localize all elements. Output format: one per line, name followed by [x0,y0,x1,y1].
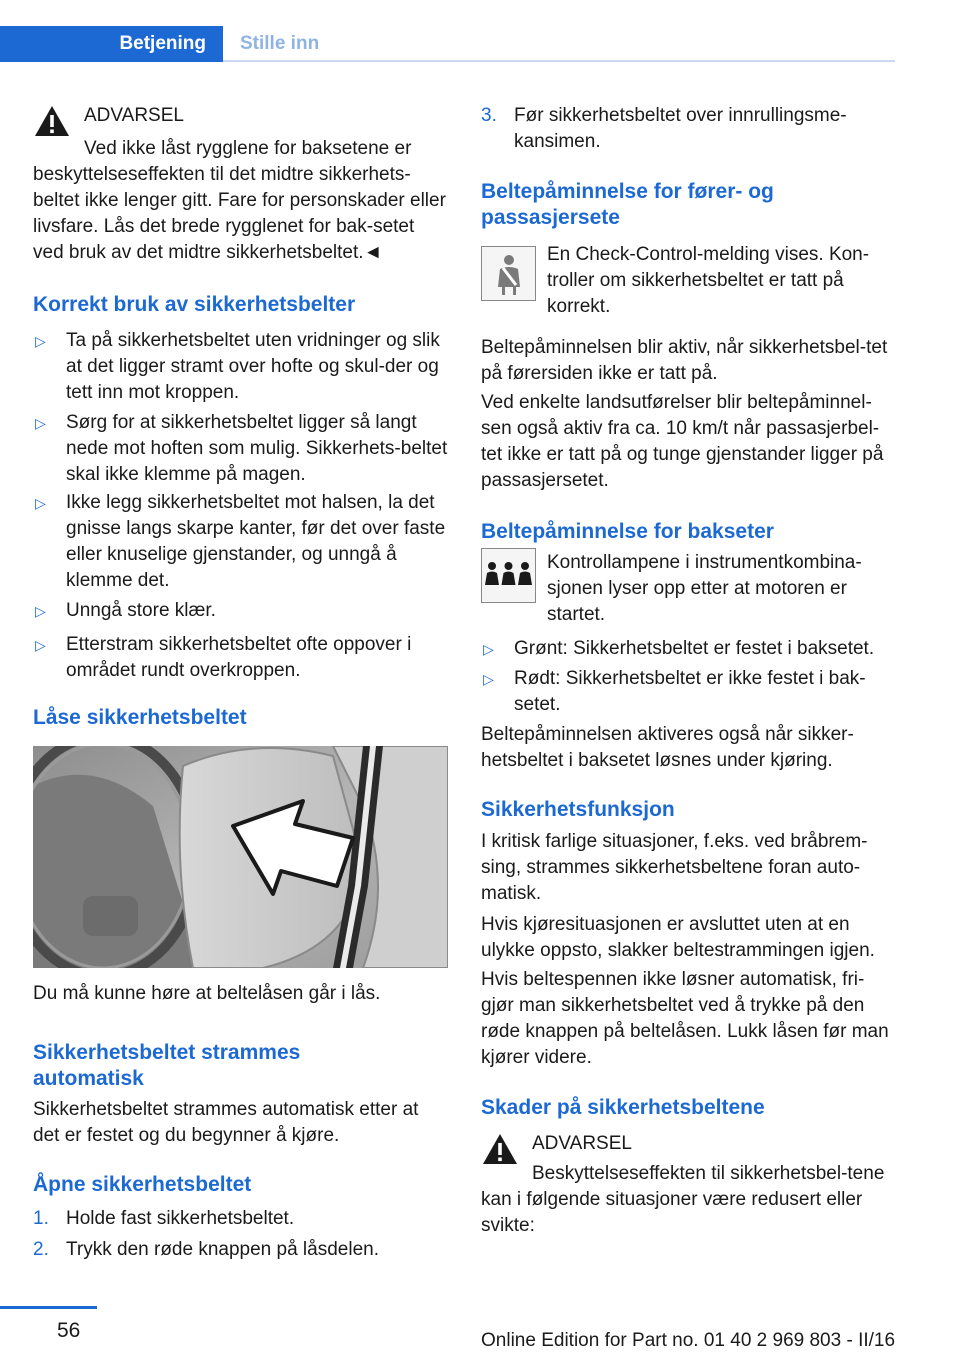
footer-divider [0,1306,97,1309]
list-item: ▷ Grønt: Sikkerhetsbeltet er festet i baksetet. [481,636,896,662]
list-item: ▷ Ta på sikkerhetsbeltet uten vridninger og slik at det ligger stramt over hofte og skul-der og tett inn mot kroppen. [35,330,440,403]
list-item: ▷ Unngå store klær. [33,598,448,624]
tab-betjening[interactable]: Betjening [0,26,223,62]
warning-title: ADVARSEL [532,1133,632,1154]
edition-footer: Online Edition for Part no. 01 40 2 969 803 - II/16 [481,1330,896,1351]
bullet-triangle-icon: ▷ [483,641,494,657]
step-item: 1. Holde fast sikkerhetsbeltet. [33,1208,295,1229]
seatbelt-reminder-icon [481,246,536,301]
lock-paragraph: Du må kunne høre at beltelåsen går i lås. [33,983,381,1004]
bullet-triangle-icon: ▷ [483,671,494,687]
auto-paragraph: Sikkerhetsbeltet strammes automatisk etter at det er festet og du begynner å kjøre. [33,1099,419,1146]
bullet-triangle-icon: ▷ [35,495,46,511]
step-item: 3. Før sikkerhetsbeltet over innrullingsme-kansimen. [481,105,847,152]
heading-open-belt: Åpne sikkerhetsbeltet [33,1173,252,1196]
seatbelt-buckle-illustration [33,746,448,968]
reminder-paragraph-1: Beltepåminnelsen blir aktiv, når sikkerhetsbel-tet på førersiden ikke er tatt på. [481,337,888,384]
tab-stille-inn[interactable]: Stille inn [240,33,320,54]
bullet-triangle-icon: ▷ [35,637,46,653]
reminder-rear-text: Kontrollampene i instrumentkombina-sjonen lyser opp etter at motoren er startet. [547,552,862,625]
heading-auto-tension: Sikkerhetsbeltet strammes automatisk [33,1041,301,1090]
heading-damage: Skader på sikkerhetsbeltene [481,1096,765,1119]
bullet-triangle-icon: ▷ [35,333,46,349]
heading-reminder-rear: Beltepåminnelse for bakseter [481,520,774,543]
bullet-triangle-icon: ▷ [35,415,46,431]
rear-paragraph: Beltepåminnelsen aktiveres også når sikker-hetsbeltet i baksetet løsnes under kjøring. [481,724,854,771]
rear-seatbelt-icon [481,548,536,603]
heading-correct-use: Korrekt bruk av sikkerhetsbelter [33,293,356,316]
heading-safety-function: Sikkerhetsfunksjon [481,798,675,821]
warning-text: Ved ikke låst rygglene for baksetene er beskyttelseseffekten til det midtre sikkerhets-beltet ikke lenger gitt. Fare for personskader eller livsfare. Lås det brede rygglenet for bak-setet ved bruk av det midtre sikkerhetsbeltet.◄ [33,138,446,263]
page-number: 56 [57,1319,81,1342]
reminder-paragraph-2: Ved enkelte landsutførelser blir beltepåminnel-sen også aktiv fra ca. 10 km/t når passasjerbel-tet ikke er tatt på og tunge gjenstander ligger på passasjersetet. [481,392,884,491]
page-header [0,0,960,62]
safety-paragraph-2: Hvis kjøresituasjonen er avsluttet uten at en ulykke oppsto, slakker beltestrammingen igjen. [481,914,875,961]
warning-title: ADVARSEL [84,105,184,126]
heading-lock-belt: Låse sikkerhetsbeltet [33,706,247,729]
reminder-front-text: En Check-Control-melding vises. Kon-troller om sikkerhetsbeltet er tatt på korrekt. [547,244,870,317]
step-item: 2. Trykk den røde knappen på låsdelen. [33,1239,379,1260]
list-item: ▷ Ikke legg sikkerhetsbeltet mot halsen, la det gnisse langs skarpe kanter, før det over faste eller knuselige gjenstander, og unngå å klemme det. [35,492,446,591]
safety-paragraph-3: Hvis beltespennen ikke løsner automatisk, fri-gjør man sikkerhetsbeltet ved å trykke på den røde knappen på beltelåsen. Lukk låsen før man kjører videre. [481,969,889,1068]
warning-text: Beskyttelseseffekten til sikkerhetsbel-tene kan i følgende situasjoner være redusert eller svikte: [481,1163,885,1236]
bullet-triangle-icon: ▷ [35,603,46,619]
list-item: ▷ Rødt: Sikkerhetsbeltet er ikke festet i bak-setet. [483,668,866,715]
heading-reminder-front: Beltepåminnelse for fører- og passasjersete [481,180,774,229]
header-divider [223,60,895,62]
list-item: ▷ Etterstram sikkerhetsbeltet ofte oppover i området rundt overkroppen. [35,634,412,681]
safety-paragraph-1: I kritisk farlige situasjoner, f.eks. ved bråbrem-sing, strammes sikkerhetsbeltene foran auto-matisk. [481,831,868,904]
list-item: ▷ Sørg for at sikkerhetsbeltet ligger så langt nede mot hoften som mulig. Sikkerhets-beltet skal ikke klemme på magen. [35,412,448,485]
